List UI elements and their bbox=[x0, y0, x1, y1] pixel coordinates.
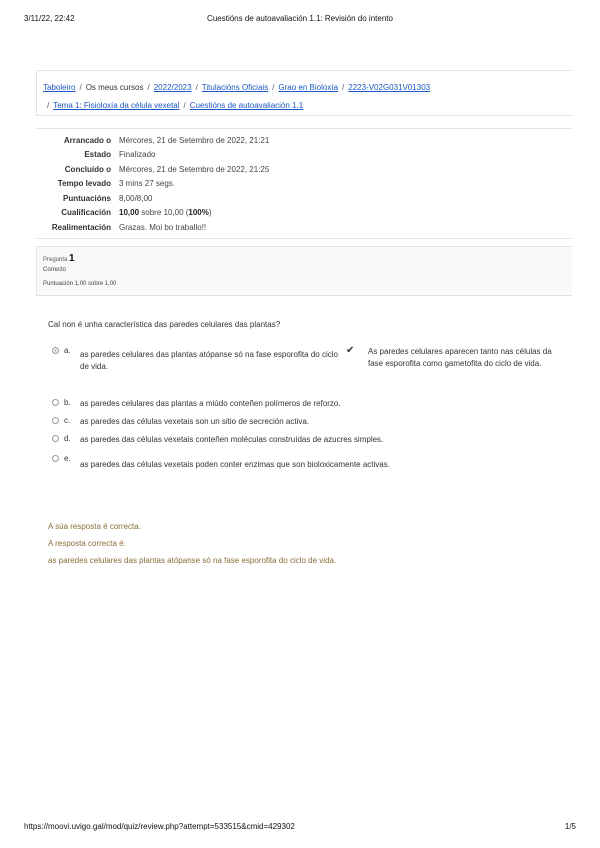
radio-selected-icon[interactable] bbox=[52, 347, 59, 354]
breadcrumb-quiz[interactable]: Cuestións de autoavaliación 1.1 bbox=[189, 101, 304, 110]
option-text: as paredes celulares das plantas a miúdo conteñen polímeros de reforzo. bbox=[80, 399, 341, 408]
breadcrumb-degree[interactable]: Grao en Bioloxía bbox=[278, 83, 339, 92]
summary-value bbox=[119, 208, 212, 217]
summary-value: Mércores, 21 de Setembro de 2022, 21:21 bbox=[119, 135, 270, 145]
question-outcome bbox=[48, 518, 568, 569]
summary-label: Puntuacións bbox=[62, 193, 111, 203]
summary-row-started bbox=[36, 133, 572, 148]
option-feedback: As paredes celulares aparecen tanto nas células da fase esporofita como gametofita do ciclo de vida. bbox=[368, 347, 552, 368]
summary-label: Tempo levado bbox=[57, 179, 111, 189]
question-state: Correcto bbox=[43, 267, 67, 273]
option-text: as paredes celulares das plantas atópanse só na fase esporofita do ciclo de vida. bbox=[80, 350, 338, 371]
grade-percent: 100% bbox=[188, 208, 209, 218]
summary-value: Finalizado bbox=[119, 150, 156, 160]
summary-label: Concluído o bbox=[64, 164, 111, 174]
option-letter: d. bbox=[64, 434, 71, 443]
breadcrumb-separator: / bbox=[183, 101, 186, 110]
grade-score: 10,00 bbox=[119, 208, 140, 218]
summary-value: Grazas. Moi bo traballo!! bbox=[119, 222, 207, 232]
breadcrumb-separator: / bbox=[195, 83, 198, 92]
option-text: as paredes das células vexetais conteñen moléculas construídas de azucres simples. bbox=[80, 435, 384, 444]
breadcrumb-topic[interactable]: Tema 1: Fisioloxía da célula vexetal bbox=[53, 101, 180, 110]
breadcrumb-separator: / bbox=[147, 83, 150, 92]
summary-row-state bbox=[36, 148, 572, 163]
breadcrumb-separator: / bbox=[272, 83, 275, 92]
radio-icon[interactable] bbox=[52, 435, 59, 442]
question-number bbox=[43, 253, 572, 264]
radio-icon[interactable] bbox=[52, 455, 59, 462]
summary-row-completed bbox=[36, 162, 572, 177]
breadcrumb bbox=[36, 70, 572, 116]
question-mark: Puntuación 1,00 sobre 1,00 bbox=[43, 281, 117, 287]
breadcrumb-official-degrees[interactable]: Titulacións Oficiais bbox=[201, 83, 269, 92]
answer-option-b[interactable] bbox=[52, 398, 341, 410]
breadcrumb-separator: / bbox=[342, 83, 345, 92]
print-title: Cuestións de autoavaliación 1.1: Revisión do intento bbox=[207, 14, 393, 23]
attempt-summary-table bbox=[36, 128, 572, 239]
radio-icon[interactable] bbox=[52, 417, 59, 424]
print-url: https://moovi.uvigo.gal/mod/quiz/review.php?attempt=533515&cmid=429302 bbox=[24, 822, 295, 831]
summary-label: Cualificación bbox=[61, 208, 111, 218]
summary-label: Arrancado o bbox=[63, 135, 111, 145]
option-text: as paredes das células vexetais poden conter enzimas que son bioloxicamente activas. bbox=[80, 460, 390, 469]
question-info-box bbox=[36, 246, 572, 296]
option-text: as paredes das células vexetais son un sitio de secreción activa. bbox=[80, 417, 310, 426]
summary-row-feedback bbox=[36, 220, 572, 235]
summary-row-grade bbox=[36, 206, 572, 221]
breadcrumb-dashboard[interactable]: Taboleiro bbox=[43, 83, 76, 92]
print-timestamp: 3/11/22, 22:42 bbox=[24, 14, 75, 23]
summary-row-marks bbox=[36, 191, 572, 206]
question-text: Cal non é unha característica das paredes celulares das plantas? bbox=[48, 320, 281, 329]
right-answer-text: as paredes celulares das plantas atópanse só na fase esporofita do ciclo de vida. bbox=[48, 556, 337, 565]
answer-option-d[interactable] bbox=[52, 434, 383, 446]
option-letter: c. bbox=[64, 416, 71, 425]
print-footer bbox=[24, 822, 576, 834]
summary-value: 3 mins 27 segs. bbox=[119, 179, 176, 189]
breadcrumb-course-code[interactable]: 2223-V02G031V01303 bbox=[348, 83, 431, 92]
correct-message: A súa resposta é correcta. bbox=[48, 522, 141, 531]
breadcrumb-separator: / bbox=[79, 83, 82, 92]
radio-icon[interactable] bbox=[52, 399, 59, 406]
option-letter: e. bbox=[64, 454, 71, 463]
answer-option-a[interactable] bbox=[52, 346, 342, 373]
breadcrumb-my-courses: Os meus cursos bbox=[85, 83, 144, 92]
summary-value: 8,00/8,00 bbox=[119, 193, 153, 203]
check-icon: ✔ bbox=[346, 345, 355, 356]
page-number: 1/5 bbox=[564, 822, 576, 831]
breadcrumb-year[interactable]: 2022/2023 bbox=[153, 83, 192, 92]
print-header bbox=[24, 14, 576, 26]
right-answer-label: A resposta correcta é: bbox=[48, 539, 126, 548]
summary-label: Realimentación bbox=[51, 222, 111, 232]
answer-option-e[interactable] bbox=[52, 454, 390, 471]
question-number-value: 1 bbox=[69, 253, 75, 264]
summary-label: Estado bbox=[84, 150, 111, 160]
answer-option-c[interactable] bbox=[52, 416, 309, 428]
grade-out-of: sobre 10,00 ( bbox=[141, 208, 189, 218]
summary-row-time bbox=[36, 177, 572, 192]
option-letter: b. bbox=[64, 398, 71, 407]
breadcrumb-separator: / bbox=[47, 101, 50, 110]
grade-close: ) bbox=[208, 208, 212, 218]
question-prefix: Pregunta bbox=[43, 257, 68, 263]
option-letter: a. bbox=[64, 346, 71, 355]
summary-value: Mércores, 21 de Setembro de 2022, 21:25 bbox=[119, 164, 270, 174]
